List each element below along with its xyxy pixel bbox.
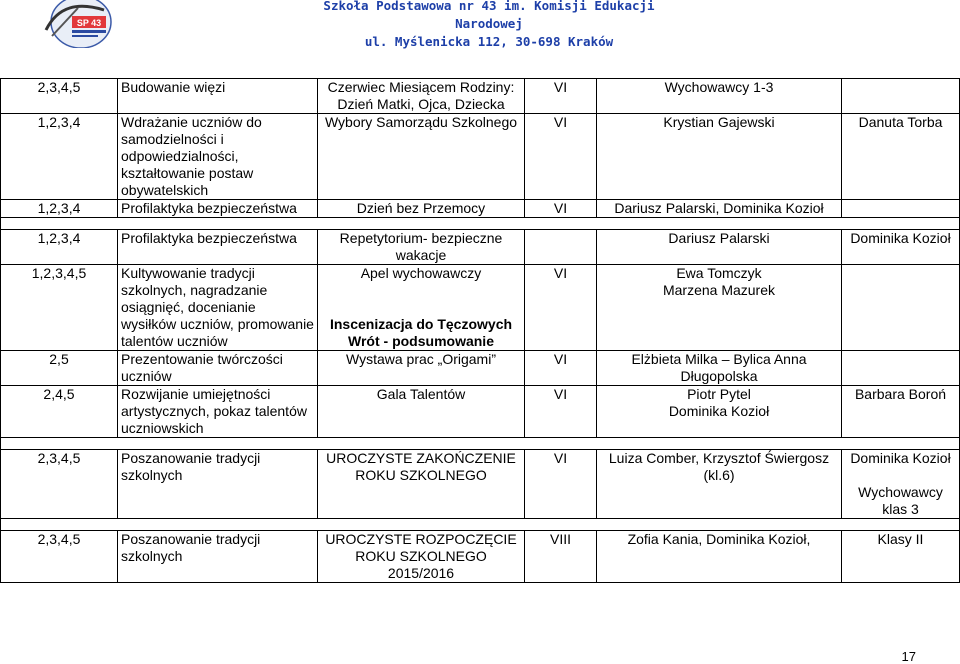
school-header <box>300 0 678 51</box>
task-cell: UROCZYSTE ZAKOŃCZENIE ROKU SZKOLNEGO <box>318 450 525 519</box>
table-row <box>1 265 960 351</box>
classes-cell: 1,2,3,4 <box>1 200 118 218</box>
support-text: Dominika Kozioł <box>850 450 951 466</box>
table-row <box>1 114 960 200</box>
grade-cell: VI <box>525 351 597 386</box>
area-cell: Profilaktyka bezpieczeństwa <box>118 230 318 265</box>
classes-cell: 1,2,3,4 <box>1 114 118 200</box>
task-cell <box>318 265 525 351</box>
person-cell: Piotr Pytel Dominika Kozioł <box>597 386 842 438</box>
grade-cell: VI <box>525 114 597 200</box>
support-cell <box>842 265 960 351</box>
spacer-cell <box>1 519 960 531</box>
classes-cell: 2,3,4,5 <box>1 79 118 114</box>
spacer-row <box>1 519 960 531</box>
table-row <box>1 386 960 438</box>
task-bold-text: Inscenizacja do Tęczowych Wrót - podsumowanie <box>329 316 513 349</box>
classes-cell: 1,2,3,4 <box>1 230 118 265</box>
person-cell: Wychowawcy 1-3 <box>597 79 842 114</box>
spacer-cell <box>1 438 960 450</box>
support-cell: Dominika Kozioł <box>842 230 960 265</box>
area-cell: Prezentowanie twórczości uczniów <box>118 351 318 386</box>
person-cell: Dariusz Palarski <box>597 230 842 265</box>
area-cell: Profilaktyka bezpieczeństwa <box>118 200 318 218</box>
classes-cell: 2,5 <box>1 351 118 386</box>
support-cell <box>842 351 960 386</box>
school-name-line-1: Szkoła Podstawowa nr 43 im. Komisji Edukacji <box>323 0 655 13</box>
support-gap <box>845 467 956 484</box>
support-text-2: Wychowawcy klas 3 <box>858 484 943 517</box>
table-row <box>1 230 960 265</box>
support-cell <box>842 450 960 519</box>
table-row <box>1 450 960 519</box>
grade-cell: VI <box>525 79 597 114</box>
grade-cell: VI <box>525 386 597 438</box>
task-cell: UROCZYSTE ROZPOCZĘCIE ROKU SZKOLNEGO 2015/2016 <box>318 531 525 583</box>
support-cell: Danuta Torba <box>842 114 960 200</box>
school-name-line-2: Narodowej <box>455 16 523 31</box>
task-cell: Czerwiec Miesiącem Rodziny: Dzień Matki, Ojca, Dziecka <box>318 79 525 114</box>
support-cell <box>842 200 960 218</box>
task-cell: Dzień bez Przemocy <box>318 200 525 218</box>
area-cell: Rozwijanie umiejętności artystycznych, pokaz talentów uczniowskich <box>118 386 318 438</box>
task-text: Apel wychowawczy <box>360 265 482 281</box>
table-row <box>1 351 960 386</box>
spacer-row <box>1 438 960 450</box>
task-cell: Wystawa prac „Origami” <box>318 351 525 386</box>
area-cell: Poszanowanie tradycji szkolnych <box>118 450 318 519</box>
task-cell: Repetytorium- bezpieczne wakacje <box>318 230 525 265</box>
school-address: ul. Myślenicka 112, 30-698 Kraków <box>364 34 614 49</box>
table-row <box>1 200 960 218</box>
classes-cell: 2,3,4,5 <box>1 531 118 583</box>
classes-cell: 1,2,3,4,5 <box>1 265 118 351</box>
table-row <box>1 79 960 114</box>
support-cell: Barbara Boroń <box>842 386 960 438</box>
support-cell: Klasy II <box>842 531 960 583</box>
area-cell: Poszanowanie tradycji szkolnych <box>118 531 318 583</box>
support-cell <box>842 79 960 114</box>
spacer-row <box>1 218 960 230</box>
person-cell: Elżbieta Milka – Bylica Anna Długopolska <box>597 351 842 386</box>
area-cell: Budowanie więzi <box>118 79 318 114</box>
grade-cell: VI <box>525 450 597 519</box>
area-cell: Wdrażanie uczniów do samodzielności i odpowiedzialności, kształtowanie postaw obywatelskich <box>118 114 318 200</box>
person-cell: Zofia Kania, Dominika Kozioł, <box>597 531 842 583</box>
page-number: 17 <box>901 649 916 664</box>
person-cell: Luiza Comber, Krzysztof Świergosz (kl.6) <box>597 450 842 519</box>
classes-cell: 2,3,4,5 <box>1 450 118 519</box>
grade-cell: VI <box>525 265 597 351</box>
person-cell: Ewa Tomczyk Marzena Mazurek <box>597 265 842 351</box>
svg-text:SP 43: SP 43 <box>76 18 102 28</box>
school-logo <box>38 0 124 48</box>
person-cell: Dariusz Palarski, Dominika Kozioł <box>597 200 842 218</box>
schedule-table <box>0 78 960 583</box>
person-cell: Krystian Gajewski <box>597 114 842 200</box>
task-cell: Wybory Samorządu Szkolnego <box>318 114 525 200</box>
task-cell: Gala Talentów <box>318 386 525 438</box>
spacer-cell <box>1 218 960 230</box>
area-cell: Kultywowanie tradycji szkolnych, nagradzanie osiągnięć, docenianie wysiłków uczniów, promowanie talentów uczniów <box>118 265 318 351</box>
grade-cell: VIII <box>525 531 597 583</box>
grade-cell: VI <box>525 200 597 218</box>
table-row <box>1 531 960 583</box>
classes-cell: 2,4,5 <box>1 386 118 438</box>
task-gap <box>321 282 521 316</box>
grade-cell <box>525 230 597 265</box>
